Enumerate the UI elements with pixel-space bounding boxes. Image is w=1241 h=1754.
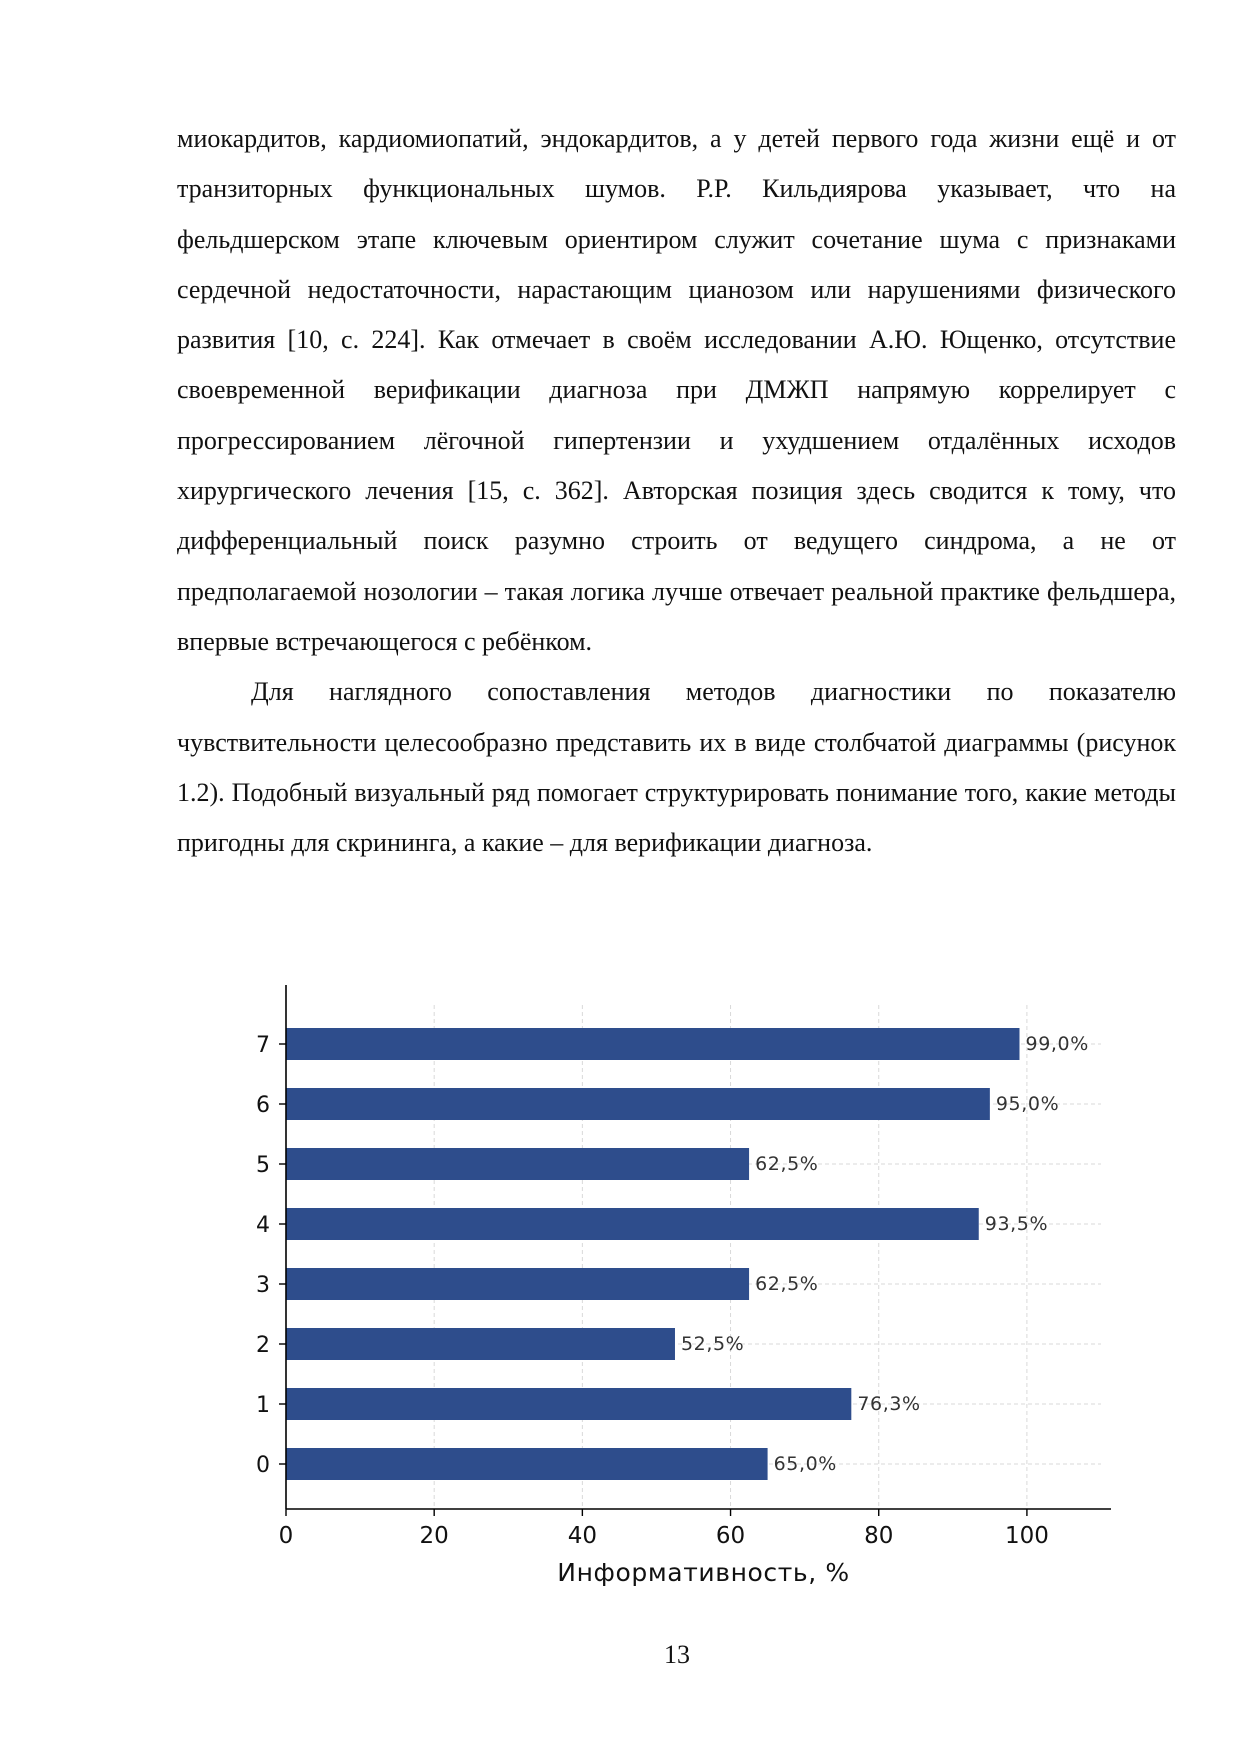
y-tick-label: 1 (256, 1393, 270, 1418)
bar (286, 1028, 1020, 1060)
y-tick-label: 6 (256, 1093, 270, 1118)
bar-chart (230, 985, 1130, 1600)
bar-value-label: 93,5% (984, 1213, 1049, 1235)
bar-value-label: 62,5% (755, 1153, 819, 1175)
y-tick-label: 5 (256, 1153, 270, 1178)
bar-value-label: 99,0% (1025, 1033, 1089, 1055)
figure-chart (230, 985, 1130, 1600)
bar-value-label: 65,0% (773, 1453, 837, 1475)
bar (286, 1268, 749, 1300)
x-tick-label: 40 (567, 1523, 598, 1549)
bar-value-label: 76,3% (857, 1393, 921, 1415)
x-tick-label: 20 (419, 1523, 449, 1549)
bar (286, 1208, 979, 1240)
paragraph-2: Для наглядного сопоставления методов диагностики по показателю чувствительности целесообразно представить их в виде столбчатой диаграммы (рисунок 1.2). Подобный визуальный ряд помогает структурировать понимание того, какие методы пригодны для скрининга, а какие – для верификации диагноза. (177, 677, 1176, 858)
x-tick-label: 80 (864, 1523, 894, 1549)
x-tick-label: 60 (715, 1523, 746, 1549)
y-tick-label: 7 (256, 1033, 270, 1058)
bar-value-label: 95,0% (995, 1093, 1060, 1115)
bar (286, 1448, 768, 1480)
bar-value-label: 62,5% (755, 1273, 819, 1295)
x-tick-label: 0 (278, 1523, 294, 1549)
y-tick-label: 4 (256, 1213, 270, 1238)
bar (286, 1388, 851, 1420)
body-text (177, 114, 1176, 868)
page-number: 13 (664, 1640, 690, 1669)
y-tick-label: 0 (256, 1453, 270, 1478)
bar (286, 1148, 749, 1180)
bar-value-label: 52,5% (680, 1333, 745, 1355)
y-tick-label: 2 (256, 1333, 270, 1358)
x-tick-label: 100 (1004, 1523, 1049, 1549)
bar (286, 1328, 675, 1360)
x-axis-title: Информативность, % (557, 1558, 850, 1587)
paragraph-1: миокардитов, кардиомиопатий, эндокардитов, а у детей первого года жизни ещё и от транзиторных функциональных шумов. Р.Р. Кильдиярова указывает, что на фельдшерском этапе ключевым ориентиром служит сочетание шума с признаками сердечной недостаточности, нарастающим цианозом или нарушениями физического развития [10, с. 224]. Как отмечает в своём исследовании А.Ю. Ющенко, отсутствие своевременной верификации диагноза при ДМЖП напрямую коррелирует с прогрессированием лёгочной гипертензии и ухудшением отдалённых исходов хирургического лечения [15, с. 362]. Авторская позиция здесь сводится к тому, что дифференциальный поиск разумно строить от ведущего синдрома, а не от предполагаемой нозологии – такая логика лучше отвечает реальной практике фельдшера, впервые встречающегося с ребёнком. (177, 124, 1176, 656)
bar (286, 1088, 990, 1120)
y-tick-label: 3 (256, 1273, 270, 1298)
